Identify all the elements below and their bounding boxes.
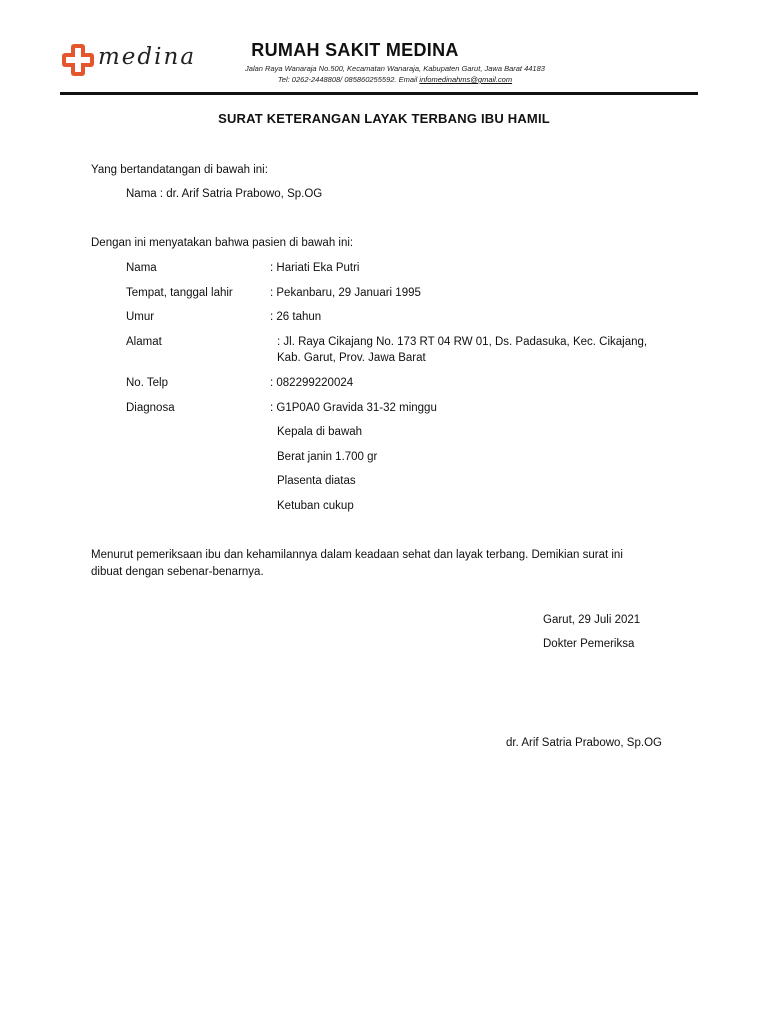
conclusion-line-2: dibuat dengan sebenar-benarnya.: [91, 566, 264, 578]
statement-line: Dengan ini menyatakan bahwa pasien di bawah ini:: [91, 237, 354, 249]
email-link[interactable]: infomedinahms@gmail.com: [419, 75, 513, 84]
patient-diagnosis-value: : G1P0A0 Gravida 31-32 minggu: [270, 402, 437, 414]
patient-birth-value: : Pekanbaru, 29 Januari 1995: [270, 287, 421, 299]
patient-age-label: Umur: [126, 311, 155, 323]
patient-name-value: : Hariati Eka Putri: [270, 262, 360, 274]
header-divider: [60, 92, 698, 95]
address-line: Jalan Raya Wanaraja No.500, Kecamatan Wanaraja, Kabupaten Garut, Jawa Barat 44183: [245, 64, 545, 73]
diagnosis-detail: Kepala di bawah: [277, 426, 363, 438]
patient-birth-label: Tempat, tanggal lahir: [126, 287, 233, 299]
diagnosis-detail: Berat janin 1.700 gr: [277, 451, 378, 463]
patient-phone-value: : 082299220024: [270, 377, 354, 389]
patient-name-label: Nama: [126, 262, 157, 274]
intro-line: Yang bertandatangan di bawah ini:: [91, 164, 268, 176]
contact-prefix: Tel: 0262-2448808/ 085860255592. Email: [277, 75, 420, 84]
hospital-logo: [60, 40, 200, 80]
signature-name: dr. Arif Satria Prabowo, Sp.OG: [506, 737, 662, 749]
diagnosis-detail: Plasenta diatas: [277, 475, 356, 487]
hospital-address: [200, 63, 590, 85]
contact-line: [200, 74, 590, 85]
document-title: SURAT KETERANGAN LAYAK TERBANG IBU HAMIL: [218, 111, 550, 126]
patient-phone-label: No. Telp: [126, 377, 168, 389]
patient-age-value: : 26 tahun: [270, 311, 322, 323]
conclusion-line-1: Menurut pemeriksaan ibu dan kehamilannya dalam keadaan sehat dan layak terbang. Demikian surat ini: [91, 549, 623, 561]
signature-role: Dokter Pemeriksa: [543, 638, 635, 650]
patient-address-label: Alamat: [126, 336, 162, 348]
medical-cross-icon: [60, 42, 96, 78]
patient-address-value-2: Kab. Garut, Prov. Jawa Barat: [277, 352, 426, 364]
logo-wordmark: medina: [98, 44, 197, 70]
diagnosis-detail: Ketuban cukup: [277, 500, 354, 512]
hospital-name: RUMAH SAKIT MEDINA: [251, 40, 459, 60]
patient-address-value-1: : Jl. Raya Cikajang No. 173 RT 04 RW 01, Ds. Padasuka, Kec. Cikajang,: [277, 336, 648, 348]
signature-place-date: Garut, 29 Juli 2021: [543, 614, 641, 626]
patient-diagnosis-label: Diagnosa: [126, 402, 175, 414]
signer-name-line: Nama : dr. Arif Satria Prabowo, Sp.OG: [126, 188, 323, 200]
